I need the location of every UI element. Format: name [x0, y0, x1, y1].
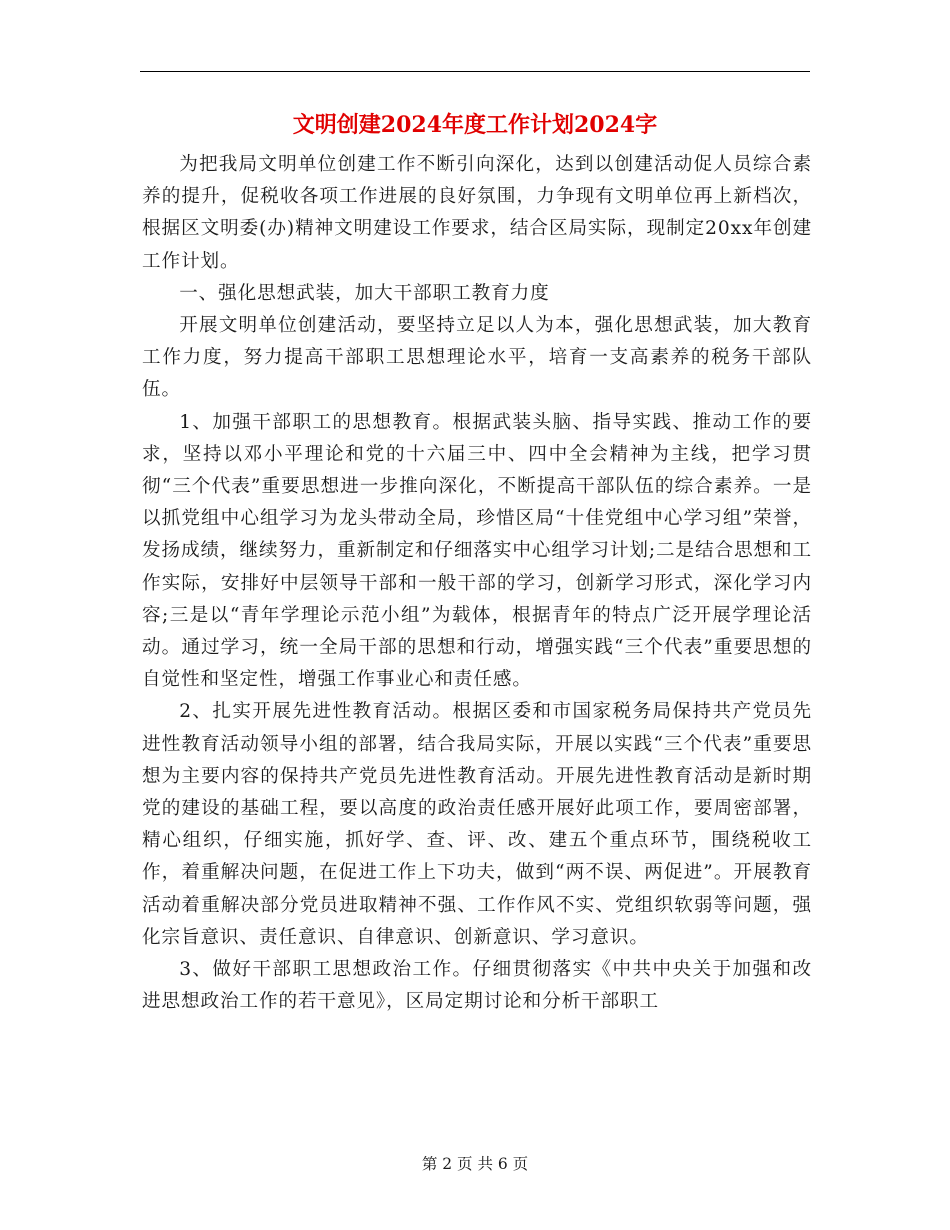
document-title: 文明创建2024年度工作计划2024字 — [292, 112, 658, 138]
document-body — [142, 149, 812, 1018]
header-rule — [140, 71, 810, 72]
section-heading-1: 一、强化思想武装，加大干部职工教育力度 — [179, 282, 550, 304]
paragraph-intro: 为把我局文明单位创建工作不断引向深化，达到以创建活动促人员综合素养的提升，促税收各项工作进展的良好氛围，力争现有文明单位再上新档次，根据区文明委(办)精神文明建设工作要求，结合区局实际，现制定20xx年创建工作计划。 — [142, 154, 812, 272]
paragraph-item-3: 3、做好干部职工思想政治工作。仔细贯彻落实《中共中央关于加强和改进思想政治工作的若干意见》，区局定期讨论和分析干部职工 — [142, 959, 812, 1013]
paragraph-item-2: 2、扎实开展先进性教育活动。根据区委和市国家税务局保持共产党员先进性教育活动领导小组的部署，结合我局实际，开展以实践“三个代表”重要思想为主要内容的保持共产党员先进性教育活动。开展先进性教育活动是新时期党的建设的基础工程，要以高度的政治责任感开展好此项工作，要周密部署，精心组织，仔细实施，抓好学、查、评、改、建五个重点环节，围绕税收工作，着重解决问题，在促进工作上下功夫，做到“两不误、两促进”。开展教育活动着重解决部分党员进取精神不强、工作作风不实、党组织软弱等问题，强化宗旨意识、责任意识、自律意识、创新意识、学习意识。 — [142, 701, 812, 948]
paragraph-item-1: 1、加强干部职工的思想教育。根据武装头脑、指导实践、推动工作的要求，坚持以邓小平理论和党的十六届三中、四中全会精神为主线，把学习贯彻“三个代表”重要思想进一步推向深化，不断提高干部队伍的综合素养。一是以抓党组中心组学习为龙头带动全局，珍惜区局“十佳党组中心学习组”荣誉，发扬成绩，继续努力，重新制定和仔细落实中心组学习计划;二是结合思想和工作实际，安排好中层领导干部和一般干部的学习，创新学习形式，深化学习内容;三是以“青年学理论示范小组”为载体，根据青年的特点广泛开展学理论活动。通过学习，统一全局干部的思想和行动，增强实践“三个代表”重要思想的自觉性和坚定性，增强工作事业心和责任感。 — [142, 411, 812, 691]
page-number: 第 2 页 共 6 页 — [421, 1155, 529, 1173]
paragraph-section-1: 开展文明单位创建活动，要坚持立足以人为本，强化思想武装，加大教育工作力度，努力提高干部职工思想理论水平，培育一支高素养的税务干部队伍。 — [142, 315, 812, 401]
